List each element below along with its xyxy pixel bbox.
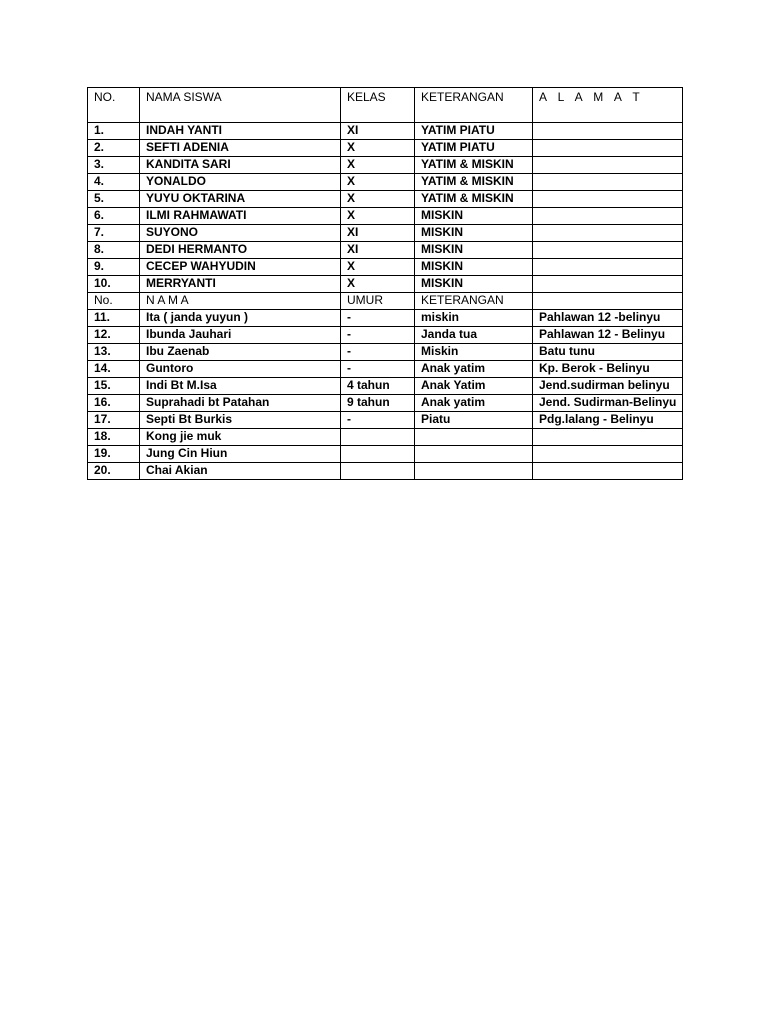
cell-keterangan: YATIM & MISKIN (415, 174, 533, 191)
cell-name: MERRYANTI (140, 276, 341, 293)
cell-alamat (533, 259, 683, 276)
cell-keterangan: MISKIN (415, 259, 533, 276)
table-row (88, 463, 683, 480)
cell-umur: - (341, 361, 415, 378)
cell-no: 9. (88, 259, 140, 276)
cell-alamat (533, 446, 683, 463)
cell-name: KANDITA SARI (140, 157, 341, 174)
cell-alamat (533, 429, 683, 446)
cell-umur: - (341, 327, 415, 344)
cell-alamat: Batu tunu (533, 344, 683, 361)
cell-alamat (533, 191, 683, 208)
table-row (88, 412, 683, 429)
header-keterangan: KETERANGAN (415, 88, 533, 123)
cell-kelas: X (341, 276, 415, 293)
header-kelas: KELAS (341, 88, 415, 123)
cell-alamat (533, 276, 683, 293)
cell-name: YUYU OKTARINA (140, 191, 341, 208)
cell-alamat: Kp. Berok - Belinyu (533, 361, 683, 378)
cell-alamat (533, 140, 683, 157)
table-row (88, 140, 683, 157)
cell-keterangan: MISKIN (415, 208, 533, 225)
cell-keterangan: Piatu (415, 412, 533, 429)
cell-kelas: X (341, 157, 415, 174)
cell-kelas: XI (341, 242, 415, 259)
cell-name: ILMI RAHMAWATI (140, 208, 341, 225)
cell-keterangan: Anak yatim (415, 361, 533, 378)
cell-no: 17. (88, 412, 140, 429)
table-row (88, 157, 683, 174)
table-body (88, 88, 683, 480)
cell-no: 3. (88, 157, 140, 174)
cell-keterangan: MISKIN (415, 276, 533, 293)
cell-kelas: XI (341, 123, 415, 140)
cell-no: 12. (88, 327, 140, 344)
cell-kelas: X (341, 208, 415, 225)
table-row (88, 361, 683, 378)
table-row (88, 174, 683, 191)
cell-alamat (533, 208, 683, 225)
cell-keterangan (415, 429, 533, 446)
cell-no: 2. (88, 140, 140, 157)
cell-umur: 9 tahun (341, 395, 415, 412)
cell-no: 18. (88, 429, 140, 446)
cell-umur: - (341, 412, 415, 429)
cell-name: Kong jie muk (140, 429, 341, 446)
cell-no: 7. (88, 225, 140, 242)
table-header-row (88, 88, 683, 123)
cell-umur: UMUR (341, 293, 415, 310)
cell-no: 14. (88, 361, 140, 378)
table-row (88, 123, 683, 140)
table-row (88, 191, 683, 208)
cell-keterangan: Miskin (415, 344, 533, 361)
cell-no: 1. (88, 123, 140, 140)
header-name: NAMA SISWA (140, 88, 341, 123)
cell-alamat (533, 157, 683, 174)
cell-alamat: Pdg.lalang - Belinyu (533, 412, 683, 429)
cell-name: Ibunda Jauhari (140, 327, 341, 344)
cell-kelas: X (341, 140, 415, 157)
table-row (88, 242, 683, 259)
cell-name: Indi Bt M.Isa (140, 378, 341, 395)
cell-keterangan (415, 463, 533, 480)
cell-alamat: Jend.sudirman belinyu (533, 378, 683, 395)
table-row (88, 395, 683, 412)
cell-name: DEDI HERMANTO (140, 242, 341, 259)
cell-no: 5. (88, 191, 140, 208)
cell-name: N A M A (140, 293, 341, 310)
cell-keterangan: YATIM PIATU (415, 140, 533, 157)
cell-no: 15. (88, 378, 140, 395)
cell-name: Ita ( janda yuyun ) (140, 310, 341, 327)
cell-alamat (533, 293, 683, 310)
cell-alamat (533, 174, 683, 191)
cell-keterangan: YATIM & MISKIN (415, 157, 533, 174)
header-alamat: A L A M A T (533, 88, 683, 123)
cell-no: 11. (88, 310, 140, 327)
cell-name: Jung Cin Hiun (140, 446, 341, 463)
header-no: NO. (88, 88, 140, 123)
table-row (88, 276, 683, 293)
cell-keterangan: Anak Yatim (415, 378, 533, 395)
cell-alamat: Pahlawan 12 - Belinyu (533, 327, 683, 344)
cell-kelas: X (341, 174, 415, 191)
cell-umur (341, 463, 415, 480)
cell-keterangan: Anak yatim (415, 395, 533, 412)
cell-name: CECEP WAHYUDIN (140, 259, 341, 276)
cell-no: 10. (88, 276, 140, 293)
cell-keterangan: KETERANGAN (415, 293, 533, 310)
cell-name: YONALDO (140, 174, 341, 191)
cell-alamat: Pahlawan 12 -belinyu (533, 310, 683, 327)
cell-alamat: Jend. Sudirman-Belinyu (533, 395, 683, 412)
cell-kelas: X (341, 259, 415, 276)
table-row (88, 327, 683, 344)
cell-umur (341, 429, 415, 446)
cell-no: 19. (88, 446, 140, 463)
cell-keterangan: MISKIN (415, 242, 533, 259)
cell-name: Guntoro (140, 361, 341, 378)
table-row (88, 446, 683, 463)
cell-name: Suprahadi bt Patahan (140, 395, 341, 412)
cell-no: 4. (88, 174, 140, 191)
cell-no: 8. (88, 242, 140, 259)
beneficiary-table (87, 87, 683, 480)
cell-alamat (533, 242, 683, 259)
cell-alamat (533, 225, 683, 242)
cell-keterangan: miskin (415, 310, 533, 327)
cell-umur: 4 tahun (341, 378, 415, 395)
cell-name: Ibu Zaenab (140, 344, 341, 361)
cell-alamat (533, 123, 683, 140)
cell-no: No. (88, 293, 140, 310)
cell-no: 13. (88, 344, 140, 361)
cell-keterangan: YATIM & MISKIN (415, 191, 533, 208)
cell-keterangan: Janda tua (415, 327, 533, 344)
table-row (88, 429, 683, 446)
cell-no: 6. (88, 208, 140, 225)
table-row (88, 259, 683, 276)
cell-umur: - (341, 344, 415, 361)
cell-name: Chai Akian (140, 463, 341, 480)
cell-keterangan: MISKIN (415, 225, 533, 242)
table-row (88, 208, 683, 225)
cell-alamat (533, 463, 683, 480)
cell-name: INDAH YANTI (140, 123, 341, 140)
table-row (88, 378, 683, 395)
cell-keterangan: YATIM PIATU (415, 123, 533, 140)
cell-umur (341, 446, 415, 463)
cell-keterangan (415, 446, 533, 463)
table-row (88, 344, 683, 361)
cell-kelas: XI (341, 225, 415, 242)
table-subheader-row (88, 293, 683, 310)
cell-umur: - (341, 310, 415, 327)
cell-no: 20. (88, 463, 140, 480)
document-page (87, 87, 683, 480)
cell-kelas: X (341, 191, 415, 208)
table-row (88, 225, 683, 242)
cell-name: Septi Bt Burkis (140, 412, 341, 429)
cell-name: SUYONO (140, 225, 341, 242)
table-row (88, 310, 683, 327)
cell-no: 16. (88, 395, 140, 412)
cell-name: SEFTI ADENIA (140, 140, 341, 157)
